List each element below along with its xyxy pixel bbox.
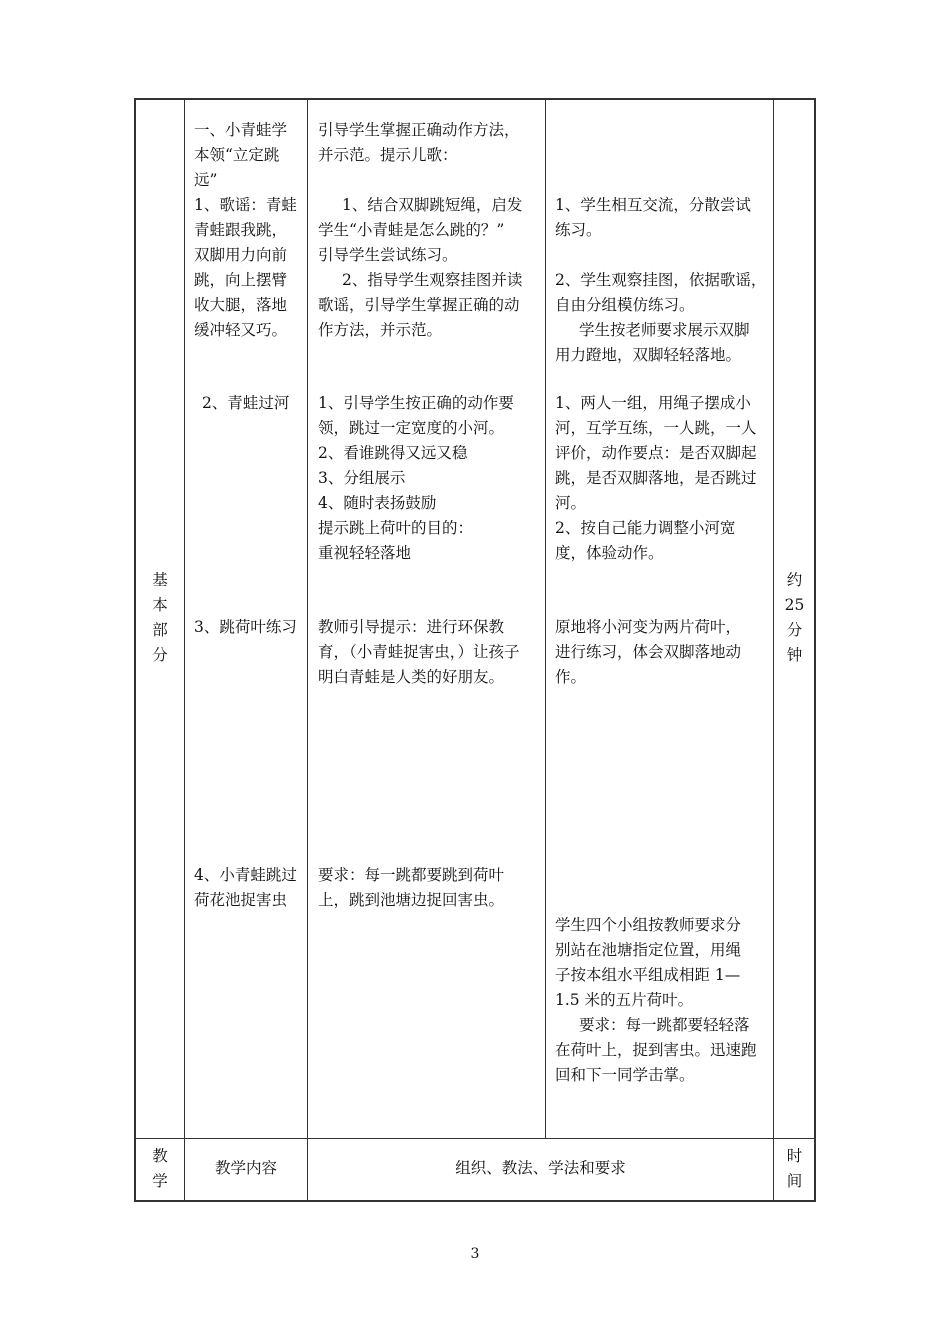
section-label: 基 本 部 分	[152, 571, 168, 664]
content-row-4: 4、小青蛙跳过 荷花池捉害虫	[194, 866, 297, 909]
column-divider-2	[307, 98, 308, 1201]
method-row-1: 引导学生掌握正确动作方法， 并示范。提示儿歌： 1、结合双脚跳短绳，启发 学生“小青蛙是怎么跳的？” 引导学生尝试练习。 2、指导学生观察挂图并读 歌谣，引导学生掌握正确的动 作方法，并示范。	[318, 121, 523, 339]
column-divider-3	[545, 98, 546, 1138]
method-row-3: 教师引导提示：进行环保教 育，（小青蛙捉害虫，）让孩子 明白青蛙是人类的好朋友。	[318, 618, 520, 686]
student-row-2: 1、两人一组，用绳子摆成小 河，互学互练，一人跳，一人 评价，动作要点：是否双脚起 跳，是否双脚落地，是否跳过 河。 2、按自己能力调整小河宽 度，体验动作。	[555, 394, 757, 562]
header-col-method: 组织、教法、学法和要求	[455, 1159, 626, 1177]
header-col-time: 时 间	[786, 1147, 803, 1190]
student-row-4: 学生四个小组按教师要求分 别站在池塘指定位置，用绳 子按本组水平组成相距 1— 1.5 米的五片荷叶。 要求：每一跳都要轻轻落 在荷叶上，捉到害虫。迅速跑 回和下一同学击掌。	[555, 916, 757, 1084]
duration-label: 约 25 分 钟	[784, 571, 805, 664]
page-number: 3	[470, 1246, 480, 1262]
student-row-3: 原地将小河变为两片荷叶， 进行练习，体会双脚落地动 作。	[555, 618, 742, 686]
method-row-4: 要求：每一跳都要跳到荷叶 上，跳到池塘边捉回害虫。	[318, 866, 505, 909]
header-row-divider	[134, 1138, 816, 1139]
method-row-2: 1、引导学生按正确的动作要 领，跳过一定宽度的小河。 2、看谁跳得又远又稳 3、分组展示 4、随时表扬鼓励 提示跳上荷叶的目的： 重视轻轻落地	[318, 394, 514, 562]
header-col-content: 教学内容	[214, 1159, 277, 1177]
content-row-2: 2、青蛙过河	[202, 394, 290, 412]
student-row-1: 1、学生相互交流，分散尝试 练习。 2、学生观察挂图，依据歌谣， 自由分组模仿练习。 学生按老师要求展示双脚 用力蹬地，双脚轻轻落地。	[555, 196, 767, 364]
table-border-top	[134, 98, 816, 100]
content-row-3: 3、跳荷叶练习	[194, 618, 297, 636]
table-border-bottom	[134, 1200, 816, 1202]
content-row-1: 一、小青蛙学 本领“立定跳 远” 1、歌谣：青蛙 青蛙跟我跳， 双脚用力向前 跳，向上摆臂 收大腿，落地 缓冲轻又巧。	[194, 121, 297, 339]
header-col-teaching: 教 学	[152, 1147, 168, 1190]
